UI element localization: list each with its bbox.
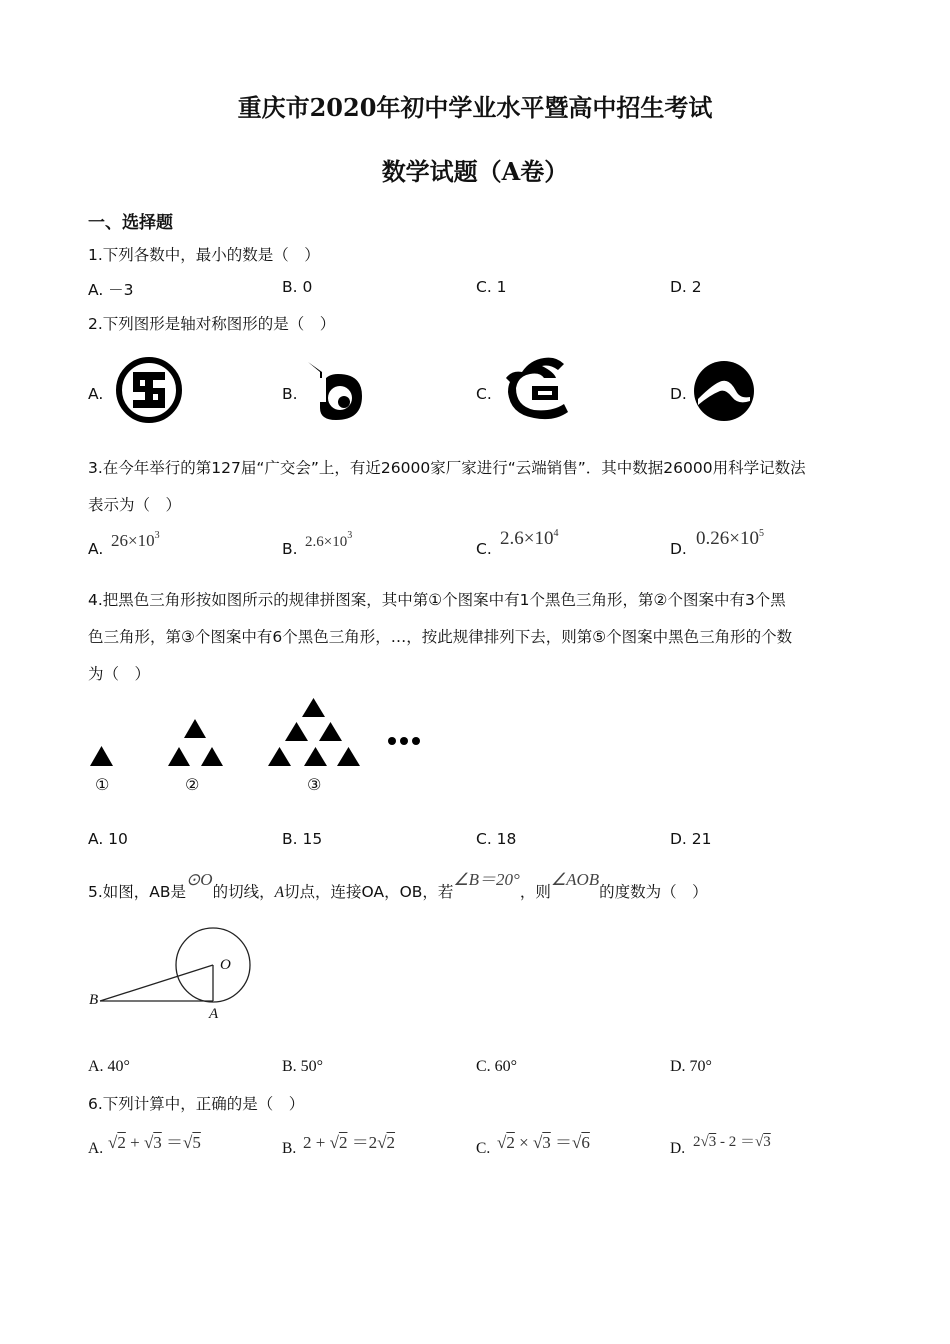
q2-option-b: B.	[282, 385, 298, 403]
pattern-2-triangle	[184, 719, 206, 738]
pattern-3-triangle	[304, 747, 327, 766]
q2-option-a: A.	[88, 385, 104, 403]
q6-option-c-math: √2 × √3 ＝√6	[497, 1133, 590, 1152]
pattern-3-triangle	[302, 698, 325, 717]
question-2-stem: 2.下列图形是轴对称图形的是（ ）	[88, 315, 336, 333]
q3-option-d-math: $0.26\times 10^5$	[696, 528, 764, 549]
q1-option-c: C. 1	[476, 278, 507, 296]
bocom-logo-icon	[302, 358, 368, 424]
q6-option-d: D.	[670, 1140, 686, 1157]
q5-option-b: B. 50°	[282, 1058, 324, 1075]
pattern-3-triangle	[268, 747, 291, 766]
q1-option-b: B. 0	[282, 278, 313, 296]
wave-circle-logo-icon	[692, 359, 756, 423]
q4-option-b: B. 15	[282, 830, 323, 848]
ellipsis-dot	[388, 737, 396, 745]
ellipsis-dot	[412, 737, 420, 745]
q6-option-b-math: 2 + √2 ＝2√2	[303, 1133, 396, 1152]
question-4-stem-line2: 色三角形，第③个图案中有6个黑色三角形，…，按此规律排列下去，则第⑤个图案中黑色三角形的个数	[88, 628, 793, 646]
question-4-stem-line1: 4.把黑色三角形按如图所示的规律拼图案，其中第①个图案中有1个黑色三角形，第②个图案中有3个黑	[88, 591, 786, 609]
q2-option-d: D.	[670, 385, 687, 403]
q3-option-a-math: $26\times 10^3$	[111, 530, 160, 550]
pattern-3-triangle	[285, 722, 308, 741]
question-3-stem-line1: 3.在今年举行的第127届“广交会”上，有近26000家厂家进行“云端销售”．其中数据26000用科学记数法	[88, 459, 806, 477]
page-title: 重庆市2020年初中学业水平暨高中招生考试	[237, 93, 713, 122]
segment-ob	[100, 965, 213, 1001]
q4-option-a: A. 10	[88, 830, 128, 848]
pattern-2-triangle	[168, 747, 190, 766]
figure-label-o: O	[220, 957, 231, 973]
q3-option-b-math: $2.6\times 10^3$	[305, 530, 353, 550]
q6-option-c: C.	[476, 1140, 491, 1157]
tangent-circle-figure	[88, 924, 263, 1029]
q3-option-c-math: $2.6\times 10^4$	[500, 528, 559, 549]
q5-option-a: A. 40°	[88, 1058, 130, 1075]
triangle-pattern-figure	[88, 695, 428, 800]
question-5-stem: 5.如图，AB是⊙O的切线，A切点，连接OA，OB，若∠B＝20°，则∠AOB的度数为（ ）	[88, 870, 708, 901]
q1-option-d: D. 2	[670, 278, 702, 296]
pattern-label-3: ③	[307, 775, 322, 794]
pattern-3-triangle	[319, 722, 342, 741]
question-6-stem: 6.下列计算中，正确的是（ ）	[88, 1095, 305, 1113]
pattern-3-triangle	[337, 747, 360, 766]
figure-label-a: A	[209, 1006, 219, 1022]
ellipsis-dot	[400, 737, 408, 745]
pattern-2-triangle	[201, 747, 223, 766]
q4-option-d: D. 21	[670, 830, 712, 848]
pattern-1-triangle	[90, 746, 113, 766]
q3-option-c: C.	[476, 540, 492, 558]
q6-option-d-math: 2√3 - 2 ＝√3	[693, 1134, 771, 1150]
question-4-stem-line3: 为（ ）	[88, 665, 151, 683]
q3-option-d: D.	[670, 540, 687, 558]
section-heading: 一、选择题	[88, 213, 173, 233]
q5-option-c: C. 60°	[476, 1058, 518, 1075]
icbc-logo-icon	[114, 355, 184, 425]
question-1-stem: 1.下列各数中，最小的数是（ ）	[88, 246, 320, 264]
q3-option-b: B.	[282, 540, 298, 558]
ccb-logo-icon	[500, 352, 574, 422]
q5-option-d: D. 70°	[670, 1058, 712, 1075]
figure-label-b: B	[89, 992, 99, 1008]
q3-option-a: A.	[88, 540, 104, 558]
q2-option-c: C.	[476, 385, 492, 403]
q4-option-c: C. 18	[476, 830, 517, 848]
question-3-stem-line2: 表示为（ ）	[88, 496, 182, 514]
page-subtitle: 数学试题（A卷）	[381, 157, 569, 186]
q6-option-a: A.	[88, 1140, 104, 1157]
pattern-label-1: ①	[95, 775, 110, 794]
pattern-label-2: ②	[185, 775, 200, 794]
q1-option-a: A. －3	[88, 281, 134, 299]
q6-option-b: B.	[282, 1140, 297, 1157]
q6-option-a-math: √2 + √3 ＝√5	[108, 1133, 201, 1152]
